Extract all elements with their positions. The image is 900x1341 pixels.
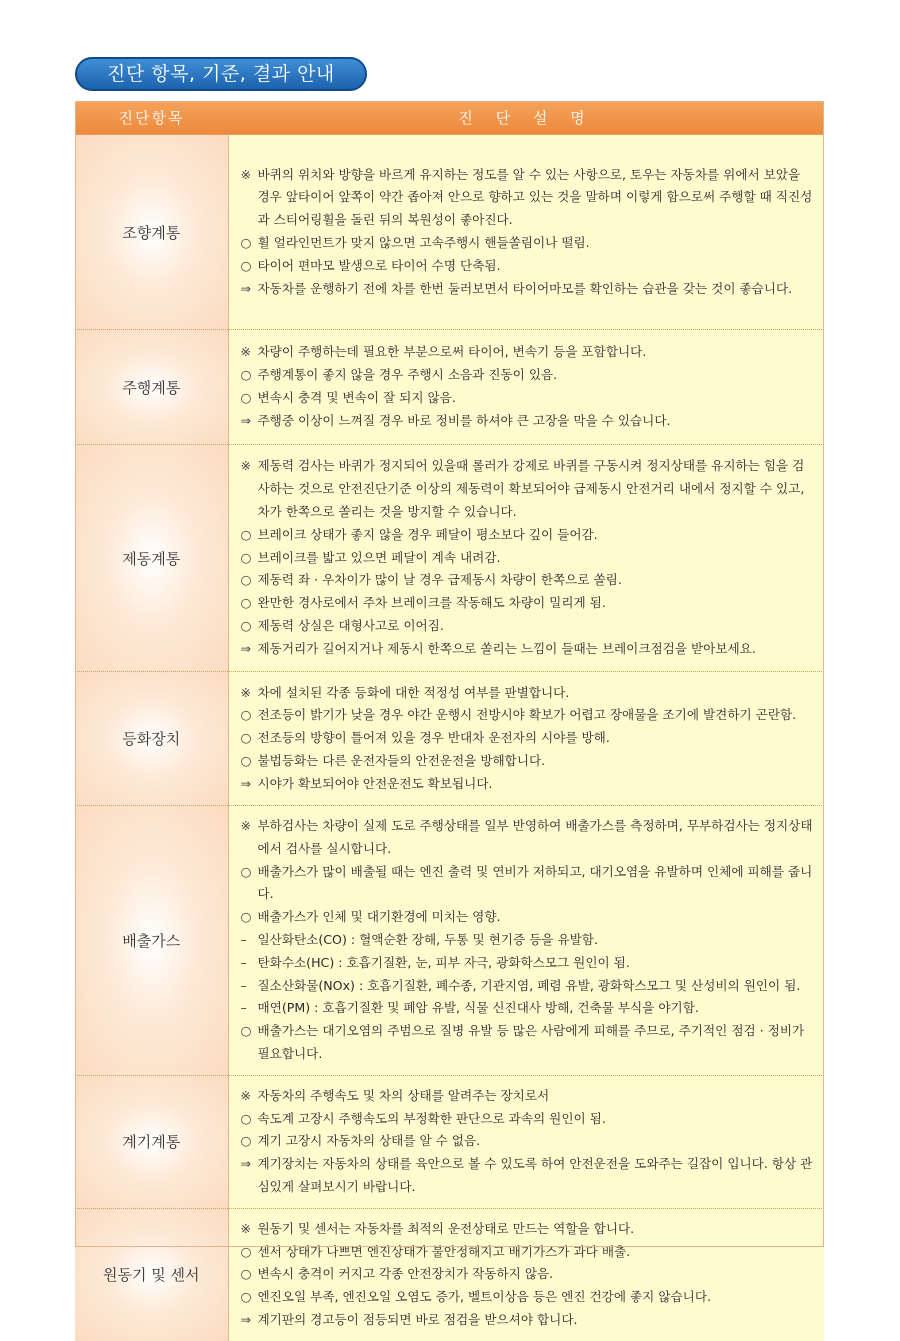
bullet-marker: ○ — [240, 595, 252, 611]
line-text: 제동력 좌 · 우차이가 많이 날 경우 급제동시 차량이 한쪽으로 쏠림. — [257, 572, 622, 588]
table-row — [75, 806, 824, 1076]
table-row — [75, 330, 824, 445]
bullet-marker: ※ — [240, 166, 252, 182]
description-cell — [228, 135, 824, 330]
category-cell: 제동계통 — [75, 445, 228, 672]
table-row — [75, 135, 824, 330]
line-text: 질소산화물(NOx) : 호흡기질환, 폐수종, 기관지염, 폐렴 유발, 광화학스모그 및 산성비의 원인이 됨. — [257, 977, 801, 993]
description-line — [241, 547, 817, 570]
description-line — [241, 704, 817, 727]
bullet-marker: ○ — [240, 1289, 252, 1305]
bullet-marker: ○ — [240, 752, 252, 768]
description-cell — [228, 445, 824, 672]
line-text: 센서 상태가 나쁘면 엔진상태가 불안정해지고 배기가스가 과다 배출. — [257, 1243, 631, 1259]
bullet-marker: ○ — [240, 707, 252, 723]
description-line — [241, 164, 817, 232]
diagnosis-table — [75, 101, 824, 1341]
description-line — [241, 750, 817, 773]
line-text: 배출가스가 인체 및 대기환경에 미치는 영향. — [257, 909, 501, 925]
description-line — [241, 906, 817, 929]
bullet-marker: ⇒ — [240, 640, 252, 656]
description-line — [241, 815, 817, 861]
bullet-marker: ○ — [240, 1110, 252, 1126]
line-text: 차량이 주행하는데 필요한 부분으로써 타이어, 변속기 등을 포함합니다. — [257, 344, 647, 360]
line-text: 전조등의 방향이 틀어져 있을 경우 반대차 운전자의 시야를 방해. — [257, 730, 610, 746]
bullet-marker: ⇒ — [240, 775, 252, 791]
line-text: 주행계통이 좋지 않을 경우 주행시 소음과 진동이 있음. — [257, 367, 558, 383]
description-line — [241, 1020, 817, 1066]
bullet-marker: ※ — [240, 684, 252, 700]
bullet-marker: ○ — [240, 235, 252, 250]
line-text: 변속시 충격이 커지고 각종 안전장치가 작동하지 않음. — [257, 1266, 554, 1282]
line-text: 바퀴의 위치와 방향을 바르게 유지하는 정도를 알 수 있는 사항으로, 토우는 자동차를 위에서 보았을 경우 앞타이어 앞쪽이 약간 좁아져 안으로 향하고 있는 것을 말하며 이렇게 함으로써 주행할 때 직진성과 스티어링휠을 돌린 뒤의 복원성이 좋아진다. — [257, 166, 813, 228]
line-text: 속도계 고장시 주행속도의 부정확한 판단으로 과속의 원인이 됨. — [257, 1110, 606, 1126]
line-text: 타이어 편마모 발생으로 타이어 수명 단축됨. — [257, 257, 501, 273]
description-cell — [228, 672, 824, 806]
bullet-marker: ※ — [240, 1087, 252, 1103]
table-header-row — [75, 101, 824, 135]
description-line — [241, 364, 817, 387]
category-cell: 주행계통 — [75, 330, 228, 445]
category-cell: 원동기 및 센서 — [75, 1208, 228, 1340]
line-text: 주행중 이상이 느껴질 경우 바로 정비를 하셔야 큰 고장을 막을 수 있습니다. — [257, 412, 671, 428]
line-text: 브레이크를 밟고 있으면 페달이 계속 내려감. — [257, 549, 501, 565]
bullet-marker: ○ — [240, 572, 252, 588]
table-row — [75, 672, 824, 806]
bullet-marker: ⇒ — [240, 412, 252, 428]
line-text: 부하검사는 차량이 실제 도로 주행상태를 일부 반영하여 배출가스를 측정하며, 무부하검사는 정지상태에서 검사를 실시합니다. — [257, 818, 813, 856]
bullet-marker: ⇒ — [240, 1311, 252, 1327]
description-cell — [228, 330, 824, 445]
description-line — [241, 861, 817, 907]
table-row — [75, 1075, 824, 1208]
line-text: 자동차의 주행속도 및 차의 상태를 알려주는 장치로서 — [257, 1087, 550, 1103]
line-text: 계기장치는 자동차의 상태를 육안으로 볼 수 있도록 하여 안전운전을 도와주는 길잡이 입니다. 항상 관심있게 살펴보시기 바랍니다. — [257, 1156, 813, 1194]
line-text: 계기 고장시 자동차의 상태를 알 수 없음. — [257, 1133, 481, 1149]
description-line — [241, 1153, 817, 1199]
bullet-marker: ○ — [240, 1133, 252, 1149]
category-cell: 조향계통 — [75, 135, 228, 330]
description-cell — [228, 806, 824, 1076]
bullet-marker: ○ — [240, 1243, 252, 1259]
bullet-marker: ○ — [240, 549, 252, 565]
description-line — [241, 341, 817, 364]
line-text: 일산화탄소(CO) : 혈액순환 장해, 두통 및 현기증 등을 유발함. — [257, 931, 598, 947]
bullet-marker: ※ — [240, 1220, 252, 1236]
bullet-marker: ○ — [240, 863, 252, 879]
description-line — [241, 727, 817, 750]
line-text: 탄화수소(HC) : 호흡기질환, 눈, 피부 자극, 광화학스모그 원인이 됨. — [257, 954, 630, 970]
bullet-marker: ⇒ — [240, 1156, 252, 1172]
bullet-marker: – — [240, 931, 247, 947]
table-body — [75, 135, 824, 1341]
table-row — [75, 1208, 824, 1340]
description-line — [241, 232, 817, 255]
line-text: 제동력 상실은 대형사고로 이어짐. — [257, 617, 444, 633]
bullet-marker: – — [240, 1000, 247, 1016]
bullet-marker: ○ — [240, 367, 252, 383]
description-line — [241, 682, 817, 705]
description-line — [241, 952, 817, 975]
description-line — [241, 569, 817, 592]
header-description: 진 단 설 명 — [228, 101, 824, 135]
line-text: 매연(PM) : 호흡기질환 및 폐암 유발, 식물 신진대사 방해, 건축물 부식을 야기함. — [257, 1000, 699, 1016]
line-text: 전조등이 밝기가 낮을 경우 야간 운행시 전방시야 확보가 어렵고 장애물을 조기에 발견하기 곤란함. — [257, 707, 797, 723]
description-line — [241, 524, 817, 547]
line-text: 계기판의 경고등이 점등되면 바로 점검을 받으셔야 합니다. — [257, 1311, 578, 1327]
line-text: 자동차를 운행하기 전에 차를 한번 둘러보면서 타이어마모를 확인하는 습관을 갖는 것이 좋습니다. — [257, 280, 793, 296]
description-line — [241, 278, 817, 301]
description-line — [241, 1263, 817, 1286]
description-line — [241, 387, 817, 410]
description-line — [241, 1218, 817, 1241]
category-cell: 계기계통 — [75, 1075, 228, 1208]
line-text: 원동기 및 센서는 자동차를 최적의 운전상태로 만드는 역할을 합니다. — [257, 1220, 635, 1236]
bullet-marker: ※ — [240, 818, 252, 833]
table-row — [75, 445, 824, 672]
description-cell — [228, 1208, 824, 1340]
category-cell: 배출가스 — [75, 806, 228, 1076]
bullet-marker: – — [240, 954, 247, 970]
description-line — [241, 592, 817, 615]
description-line — [241, 975, 817, 998]
bullet-marker: ※ — [240, 344, 252, 360]
description-line — [241, 1130, 817, 1153]
description-line — [241, 255, 817, 278]
description-line — [241, 1085, 817, 1108]
bullet-marker: – — [240, 977, 247, 993]
description-line — [241, 1108, 817, 1131]
bullet-marker: ○ — [240, 390, 252, 405]
bullet-marker: ○ — [240, 909, 252, 925]
description-line — [241, 410, 817, 433]
bullet-marker: ○ — [240, 1023, 252, 1039]
bullet-marker: ○ — [240, 1266, 252, 1282]
description-line — [241, 1286, 817, 1309]
description-line — [241, 1241, 817, 1264]
line-text: 휠 얼라인먼트가 맞지 않으면 고속주행시 핸들쏠림이나 떨림. — [257, 235, 590, 250]
description-line — [241, 615, 817, 638]
bullet-marker: ⇒ — [240, 280, 252, 296]
bullet-marker: ※ — [240, 458, 252, 474]
header-item: 진단항목 — [75, 101, 228, 135]
line-text: 배출가스가 많이 배출될 때는 엔진 출력 및 연비가 저하되고, 대기오염을 유발하며 인체에 피해를 줍니다. — [257, 863, 813, 902]
description-cell — [228, 1075, 824, 1208]
description-line — [241, 997, 817, 1020]
description-line — [241, 1309, 817, 1332]
description-line — [241, 773, 817, 796]
line-text: 제동력 검사는 바퀴가 정지되어 있을때 롤러가 강제로 바퀴를 구동시켜 정지상태를 유지하는 힘을 검사하는 것으로 안전진단기준 이상의 제동력이 확보되어야 급제동시 안전거리 내에서 정지할 수 있고, 차가 한쪽으로 쏠리는 것을 방지할 수 있습니다. — [257, 458, 805, 519]
bullet-marker: ○ — [240, 257, 252, 273]
line-text: 변속시 충격 및 변속이 잘 되지 않음. — [257, 390, 456, 405]
line-text: 시야가 확보되어야 안전운전도 확보됩니다. — [257, 775, 493, 791]
description-line — [241, 929, 817, 952]
line-text: 차에 설치된 각종 등화에 대한 적정성 여부를 판별합니다. — [257, 684, 570, 700]
bullet-marker: ○ — [240, 526, 252, 542]
description-line — [241, 455, 817, 523]
line-text: 배출가스는 대기오염의 주범으로 질병 유발 등 많은 사람에게 피해를 주므로, 주기적인 점검 · 정비가 필요합니다. — [257, 1023, 805, 1061]
line-text: 불법등화는 다른 운전자들의 안전운전을 방해합니다. — [257, 752, 546, 768]
line-text: 브레이크 상태가 좋지 않을 경우 페달이 평소보다 깊이 들어감. — [257, 526, 598, 542]
line-text: 완만한 경사로에서 주차 브레이크를 작동해도 차량이 밀리게 됨. — [257, 595, 606, 611]
category-cell: 등화장치 — [75, 672, 228, 806]
line-text: 엔진오일 부족, 엔진오일 오염도 증가, 벨트이상음 등은 엔진 건강에 좋지 않습니다. — [257, 1289, 712, 1305]
bullet-marker: ○ — [240, 617, 252, 633]
bullet-marker: ○ — [240, 730, 252, 746]
line-text: 제동거리가 길어지거나 제동시 한쪽으로 쏠리는 느낌이 들때는 브레이크점검을 받아보세요. — [257, 640, 756, 656]
section-title: 진단 항목, 기준, 결과 안내 — [75, 57, 367, 91]
description-line — [241, 638, 817, 661]
